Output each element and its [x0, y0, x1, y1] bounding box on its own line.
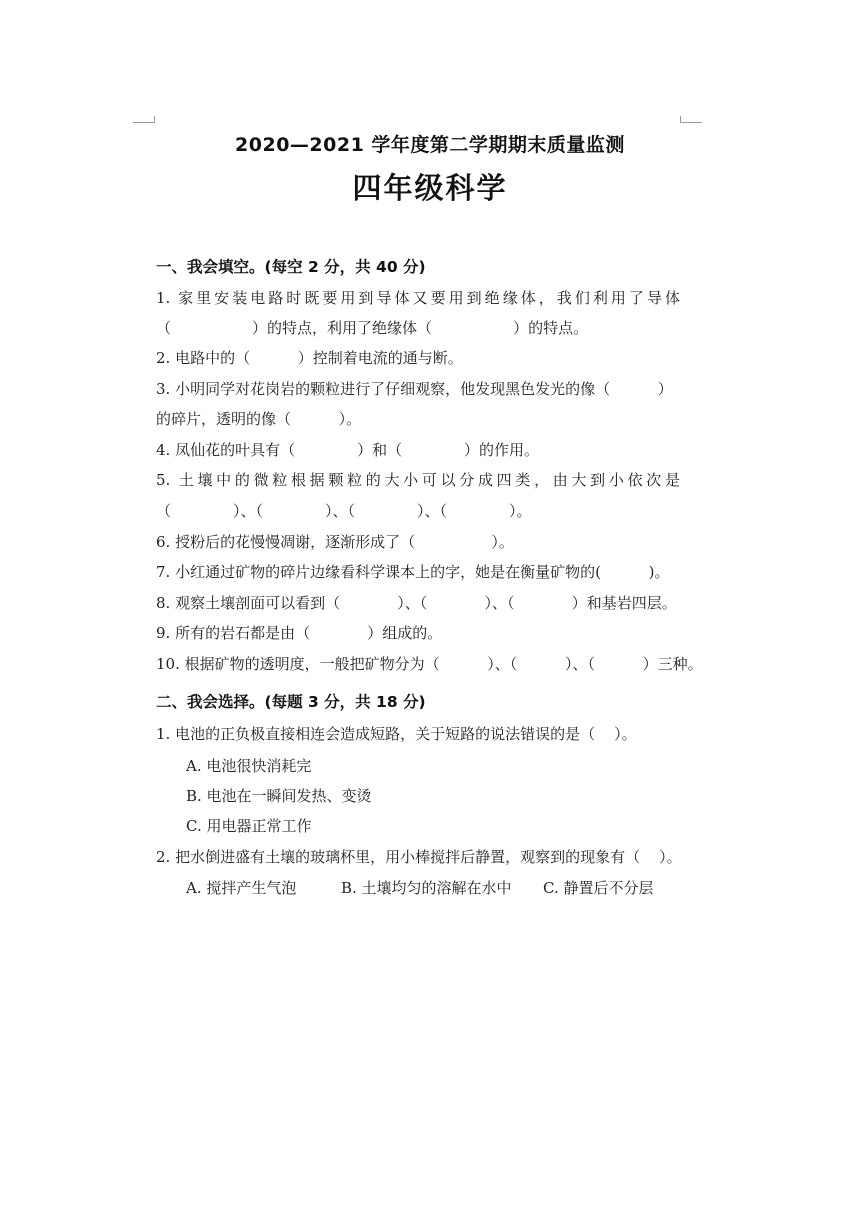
- question-line: 1. 家里安装电路时既要用到导体又要用到绝缘体，我们利用了导体: [156, 289, 680, 307]
- exam-subject: 四年级科学: [352, 171, 508, 205]
- question-line: （ ）的特点，利用了绝缘体（ ）的特点。: [156, 319, 589, 337]
- choice-option-c: C. 静置后不分层: [543, 879, 654, 897]
- section-1-heading: 一、我会填空。(每空 2 分，共 40 分): [156, 258, 426, 276]
- question-line: 7. 小红通过矿物的碎片边缘看科学课本上的字，她是在衡量矿物的( )。: [156, 563, 670, 581]
- question-line: 8. 观察土壤剖面可以看到（ ）、（ ）、（ ）和基岩四层。: [156, 594, 677, 612]
- question-line: 3. 小明同学对花岗岩的颗粒进行了仔细观察，他发现黑色发光的像（ ）: [156, 380, 673, 398]
- section-2-heading: 二、我会选择。(每题 3 分，共 18 分): [156, 693, 426, 711]
- question-line: 10. 根据矿物的透明度，一般把矿物分为（ ）、（ ）、（ ）三种。: [156, 655, 703, 673]
- question-line: （ ）、（ ）、（ ）、（ ）。: [156, 502, 532, 520]
- question-line: 2. 电路中的（ ）控制着电流的通与断。: [156, 349, 463, 367]
- choice-option-b: B. 土壤均匀的溶解在水中: [341, 879, 512, 897]
- choice-question-stem: 2. 把水倒进盛有土壤的玻璃杯里，用小棒搅拌后静置，观察到的现象有（ ）。: [156, 848, 682, 866]
- question-line: 5. 土壤中的微粒根据颗粒的大小可以分成四类，由大到小依次是: [156, 471, 680, 489]
- choice-option-a: A. 电池很快消耗完: [186, 757, 312, 775]
- exam-title: 2020—2021 学年度第二学期期末质量监测: [235, 134, 625, 156]
- choice-option-c: C. 用电器正常工作: [186, 817, 312, 835]
- question-line: 9. 所有的岩石都是由（ ）组成的。: [156, 624, 443, 642]
- page-corner-mark-left: [133, 116, 155, 123]
- question-line: 6. 授粉后的花慢慢凋谢，逐渐形成了（ ）。: [156, 533, 514, 551]
- question-line: 的碎片，透明的像（ ）。: [156, 410, 362, 428]
- choice-question-stem: 1. 电池的正负极直接相连会造成短路，关于短路的说法错误的是（ ）。: [156, 725, 637, 743]
- choice-option-a: A. 搅拌产生气泡: [186, 879, 297, 897]
- question-line: 4. 凤仙花的叶具有（ ）和（ ）的作用。: [156, 441, 540, 459]
- choice-option-b: B. 电池在一瞬间发热、变烫: [186, 787, 372, 805]
- page-corner-mark-right: [680, 116, 702, 123]
